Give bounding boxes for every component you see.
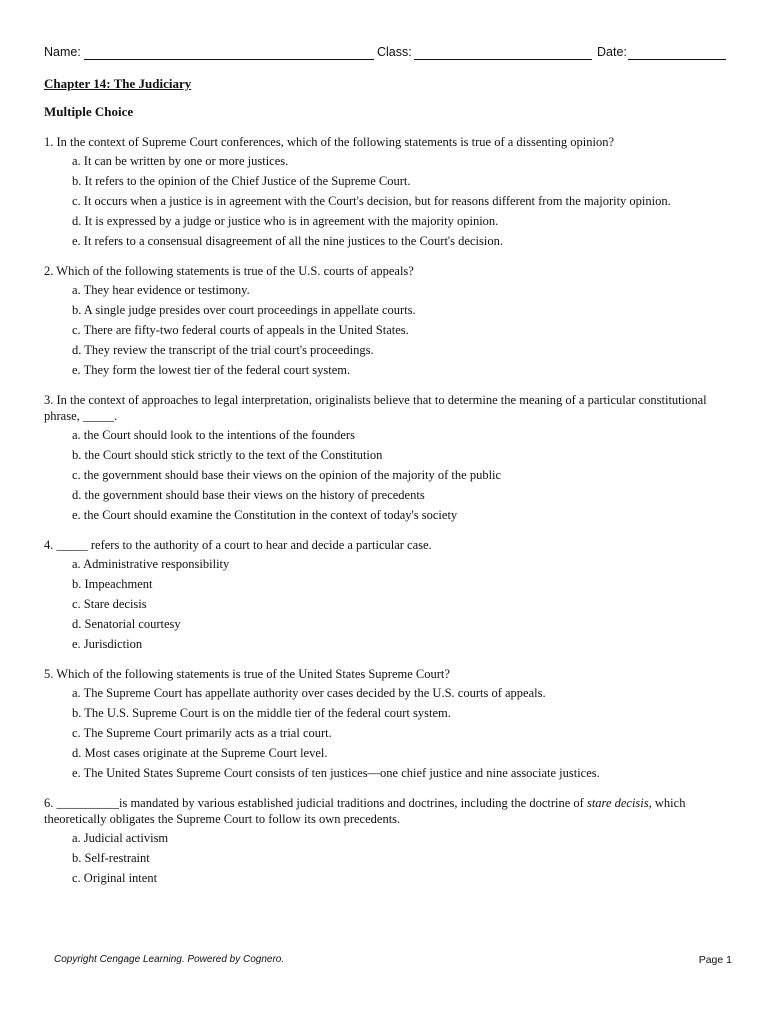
question-stem: 3. In the context of approaches to legal interpretation, originalists believe that to determine the meaning of a particular constitutional phrase, _____. — [44, 393, 707, 423]
answer-choice[interactable]: b. Self-restraint — [72, 851, 150, 865]
answer-choice[interactable]: a. the Court should look to the intentions of the founders — [72, 428, 355, 442]
answer-choice[interactable]: d. Senatorial courtesy — [72, 617, 181, 631]
answer-choice[interactable]: e. It refers to a consensual disagreement of all the nine justices to the Court's decision. — [72, 234, 503, 248]
question-stem-end: , which theoretically obligates the Supreme Court to follow its own precedents. — [44, 796, 686, 826]
question-5 — [44, 666, 730, 781]
name-label: Name: — [44, 45, 81, 59]
answer-choice[interactable]: a. Administrative responsibility — [72, 557, 230, 571]
section-title: Multiple Choice — [44, 104, 134, 119]
answer-choice[interactable]: b. Impeachment — [72, 577, 153, 591]
answer-choice[interactable]: e. Jurisdiction — [72, 637, 143, 651]
student-info-header — [44, 45, 726, 63]
worksheet-content — [44, 76, 730, 900]
answer-choice[interactable]: a. The Supreme Court has appellate authority over cases decided by the U.S. courts of appeals. — [72, 686, 546, 700]
answer-choice[interactable]: e. They form the lowest tier of the federal court system. — [72, 363, 351, 377]
answer-choice[interactable]: c. The Supreme Court primarily acts as a trial court. — [72, 726, 332, 740]
date-field-line[interactable] — [628, 59, 726, 60]
question-stem-italic-term: stare decisis — [586, 796, 649, 810]
question-4 — [44, 537, 730, 652]
copyright-footer: Copyright Cengage Learning. Powered by Cognero. — [54, 954, 285, 965]
name-field-line[interactable] — [84, 59, 374, 60]
class-field-line[interactable] — [414, 59, 592, 60]
answer-choice[interactable]: b. It refers to the opinion of the Chief Justice of the Supreme Court. — [72, 174, 411, 188]
question-stem: 2. Which of the following statements is true of the U.S. courts of appeals? — [44, 264, 414, 278]
date-label: Date: — [597, 45, 627, 59]
answer-choice[interactable]: b. A single judge presides over court proceedings in appellate courts. — [72, 303, 416, 317]
answer-choice[interactable]: a. It can be written by one or more justices. — [72, 154, 289, 168]
question-3 — [44, 392, 730, 523]
answer-choice[interactable]: c. Original intent — [72, 871, 158, 885]
question-stem: 4. _____ refers to the authority of a court to hear and decide a particular case. — [44, 538, 432, 552]
answer-choice[interactable]: c. There are fifty-two federal courts of appeals in the United States. — [72, 323, 409, 337]
question-stem: 5. Which of the following statements is true of the United States Supreme Court? — [44, 667, 450, 681]
answer-choice[interactable]: d. They review the transcript of the trial court's proceedings. — [72, 343, 374, 357]
answer-choice[interactable]: b. The U.S. Supreme Court is on the middle tier of the federal court system. — [72, 706, 451, 720]
answer-choice[interactable]: c. It occurs when a justice is in agreement with the Court's decision, but for reasons different from the majority opinion. — [72, 194, 671, 208]
answer-choice[interactable]: d. Most cases originate at the Supreme Court level. — [72, 746, 328, 760]
answer-choice[interactable]: a. Judicial activism — [72, 831, 169, 845]
class-label: Class: — [377, 45, 412, 59]
page-number: Page 1 — [698, 954, 732, 966]
answer-choice[interactable]: d. It is expressed by a judge or justice who is in agreement with the majority opinion. — [72, 214, 499, 228]
answer-choice[interactable]: c. Stare decisis — [72, 597, 147, 611]
answer-choice[interactable]: e. the Court should examine the Constitution in the context of today's society — [72, 508, 458, 522]
answer-choice[interactable]: b. the Court should stick strictly to the text of the Constitution — [72, 448, 383, 462]
answer-choice[interactable]: d. the government should base their views on the history of precedents — [72, 488, 425, 502]
answer-choice[interactable]: c. the government should base their views on the opinion of the majority of the public — [72, 468, 502, 482]
question-stem: 1. In the context of Supreme Court conferences, which of the following statements is true of a dissenting opinion? — [44, 135, 615, 149]
question-stem — [44, 795, 730, 827]
chapter-title: Chapter 14: The Judiciary — [44, 76, 192, 91]
question-stem-start: 6. __________is mandated by various established judicial traditions and doctrines, including the doctrine of — [44, 796, 587, 810]
question-2 — [44, 263, 730, 378]
question-1 — [44, 134, 730, 249]
answer-choice[interactable]: e. The United States Supreme Court consists of ten justices—one chief justice and nine associate justices. — [72, 766, 600, 780]
answer-choice[interactable]: a. They hear evidence or testimony. — [72, 283, 250, 297]
question-6 — [44, 795, 730, 886]
